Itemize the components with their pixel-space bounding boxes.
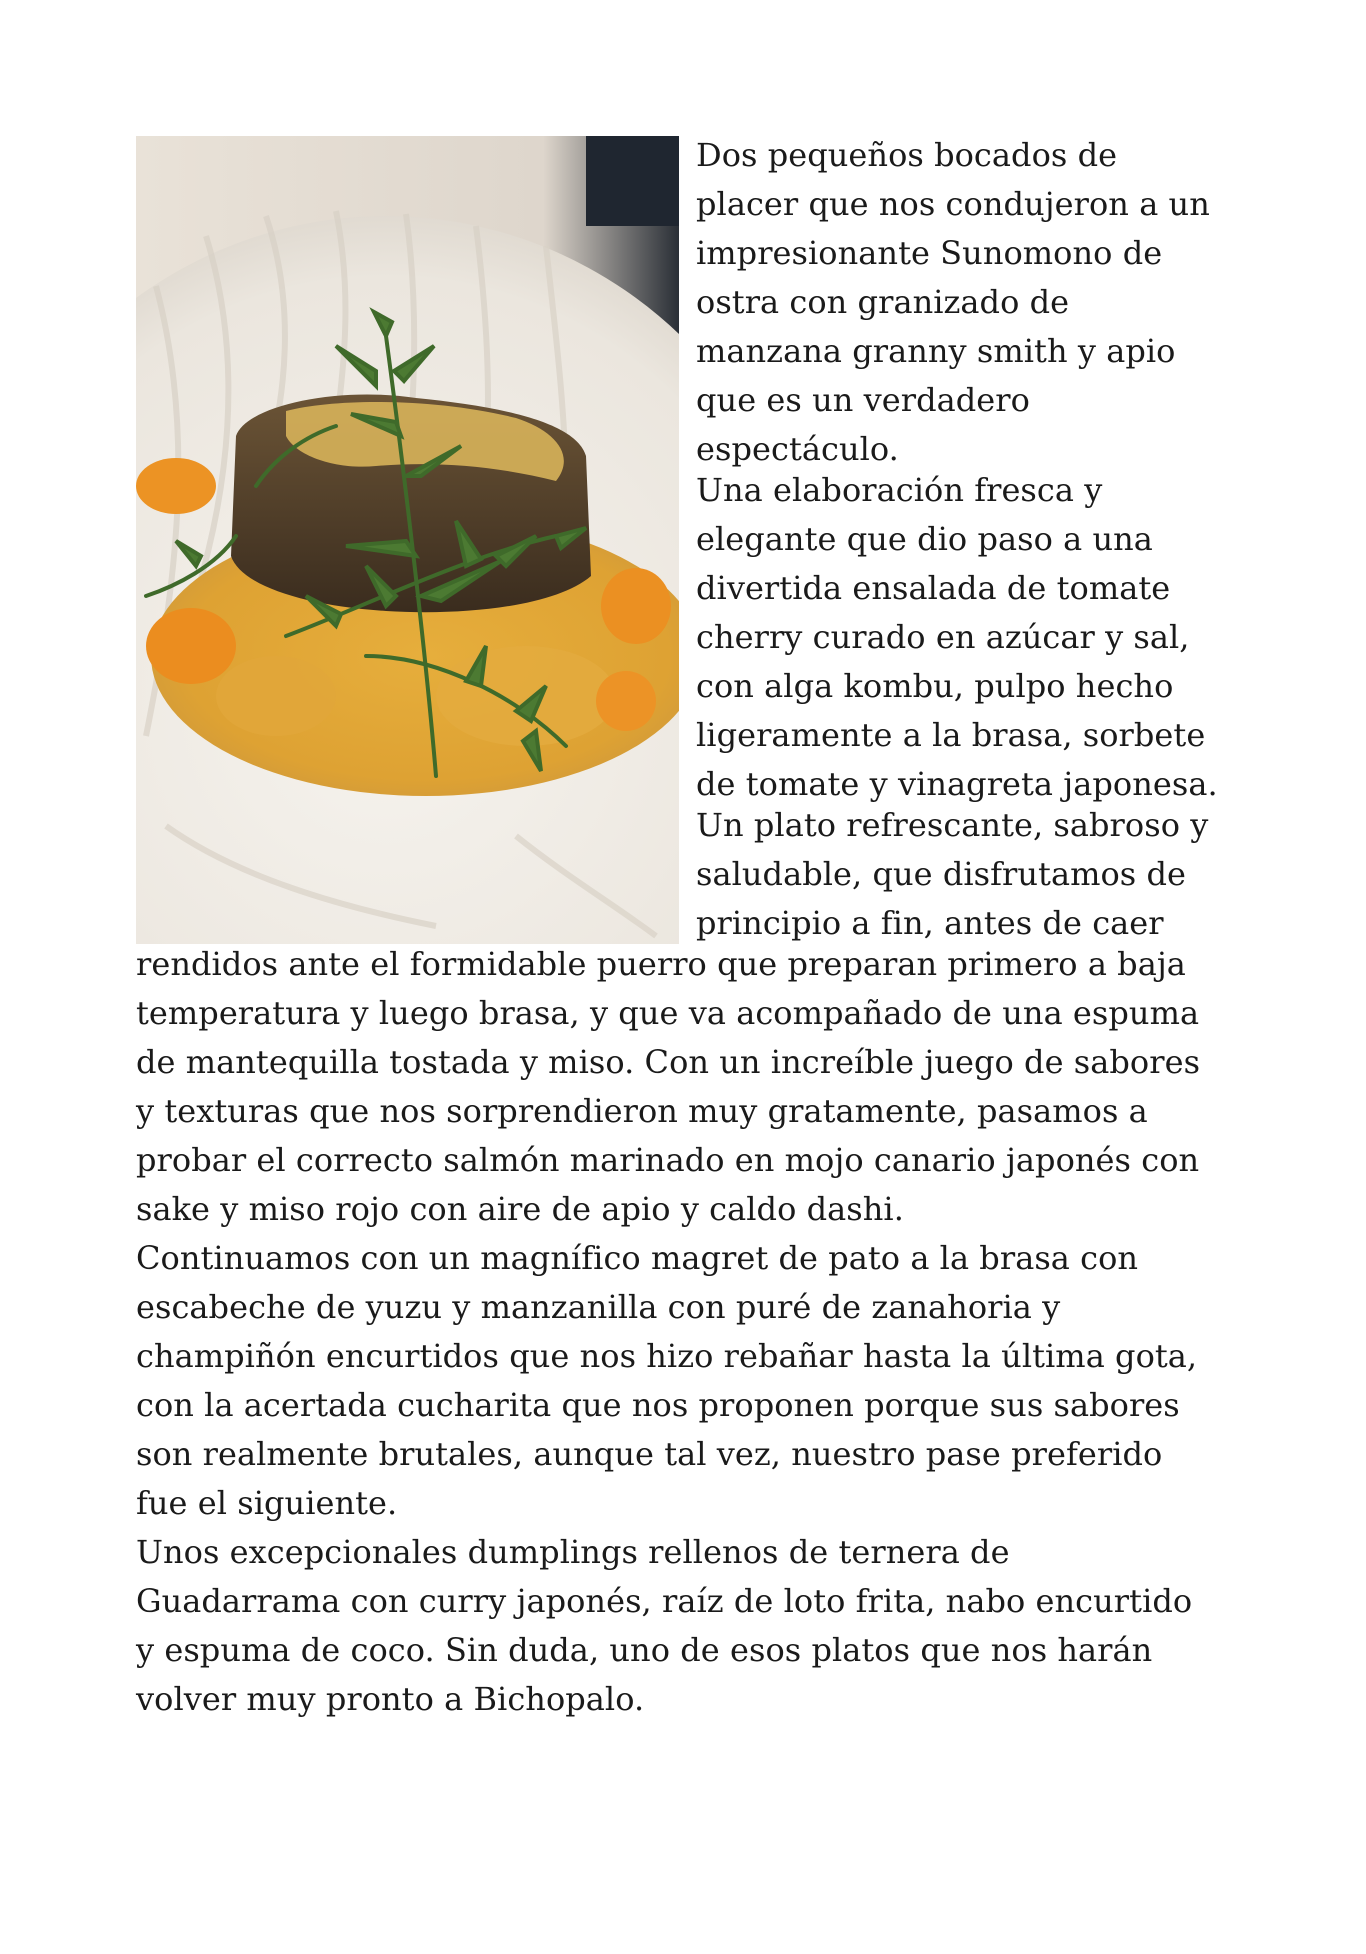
dish-photo [136, 136, 679, 944]
text-line: saludable, que disfrutamos de [696, 855, 1187, 893]
text-line: de mantequilla tostada y miso. Con un increíble juego de sabores [136, 1043, 1201, 1081]
text-line: placer que nos condujeron a un [696, 185, 1210, 223]
text-line: impresionante Sunomono de [696, 234, 1163, 272]
text-line: Unos excepcionales dumplings rellenos de ternera de [136, 1533, 1010, 1571]
text-line: que es un verdadero [696, 381, 1030, 419]
text-line: Continuamos con un magnífico magret de pato a la brasa con [136, 1239, 1139, 1277]
text-line: de tomate y vinagreta japonesa. [696, 765, 1218, 803]
text-line: principio a fin, antes de caer [696, 904, 1164, 942]
text-line: y espuma de coco. Sin duda, uno de esos platos que nos harán [136, 1631, 1153, 1669]
text-line: champiñón encurtidos que nos hizo rebañar hasta la última gota, [136, 1337, 1198, 1375]
text-line: temperatura y luego brasa, y que va acompañado de una espuma [136, 994, 1200, 1032]
text-line: Una elaboración fresca y [696, 471, 1103, 509]
text-line: fue el siguiente. [136, 1484, 398, 1522]
text-line: con alga kombu, pulpo hecho [696, 667, 1174, 705]
text-line: ostra con granizado de [696, 283, 1070, 321]
text-line: escabeche de yuzu y manzanilla con puré de zanahoria y [136, 1288, 1061, 1326]
text-line: rendidos ante el formidable puerro que preparan primero a baja [136, 945, 1186, 983]
text-line: Dos pequeños bocados de [696, 136, 1118, 174]
text-line: Un plato refrescante, sabroso y [696, 806, 1209, 844]
text-line: Guadarrama con curry japonés, raíz de loto frita, nabo encurtido [136, 1582, 1193, 1620]
plated-dish-illustration [136, 136, 679, 944]
text-line: con la acertada cucharita que nos proponen porque sus sabores [136, 1386, 1180, 1424]
text-line: espectáculo. [696, 430, 899, 468]
text-line: sake y miso rojo con aire de apio y caldo dashi. [136, 1190, 904, 1228]
text-line: volver muy pronto a Bichopalo. [136, 1680, 645, 1718]
text-line: elegante que dio paso a una [696, 520, 1153, 558]
text-line: manzana granny smith y apio [696, 332, 1176, 370]
text-line: y texturas que nos sorprendieron muy gratamente, pasamos a [136, 1092, 1148, 1130]
text-line: divertida ensalada de tomate [696, 569, 1171, 607]
text-line: son realmente brutales, aunque tal vez, nuestro pase preferido [136, 1435, 1163, 1473]
text-line: cherry curado en azúcar y sal, [696, 618, 1190, 656]
text-line: probar el correcto salmón marinado en mojo canario japonés con [136, 1141, 1200, 1179]
text-line: ligeramente a la brasa, sorbete [696, 716, 1206, 754]
